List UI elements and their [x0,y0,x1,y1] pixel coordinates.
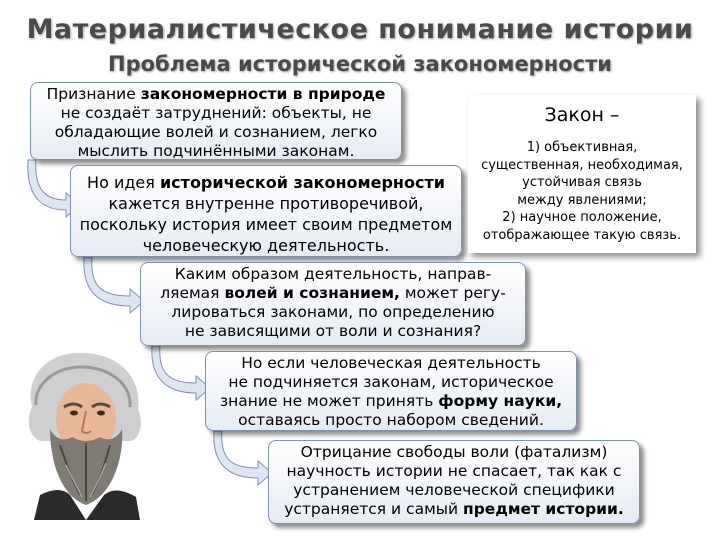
law-line5: 2) научное положение, [502,210,662,225]
box1-line1-text: Признание [46,85,141,103]
law-line4: между явлениями; [517,192,647,208]
box4-line2: не подчиняется законам, историческое [228,373,554,391]
box4-line3-text: знание не может принять [219,392,439,410]
box4-line3-bold: форму науки, [438,392,563,410]
law-definition-box [468,95,696,253]
curved-arrow-icon [214,431,272,485]
box4-line1: Но если человеческая деятельность [241,354,541,372]
box2-line3: поскольку история имеет своим предметом [79,215,453,234]
law-heading: Закон – [544,104,620,126]
box5-line2: научность истории не спасает, так как с [286,462,622,480]
will-question-box [140,262,526,346]
box2-line2: кажется внутренне противоречивой, [108,194,424,213]
box5-line3: устранением человеческой специфики [293,481,615,499]
box5-line4-bold: предмет истории. [463,500,624,518]
box1-line4: мыслить подчинёнными законам. [77,142,355,160]
fatalism-box [268,440,640,524]
box1-line1-bold: закономерности в природе [140,85,386,103]
box4-line4: оставаясь просто набором сведений. [238,411,544,429]
page-subtitle: Проблема исторической закономерности [108,52,612,76]
box1-line2: не создаёт затруднений: объекты, не [60,104,372,122]
box3-line2-text: ляемая [160,284,225,302]
box3-line2-tail: может регу- [399,284,506,302]
curved-arrow-icon [84,257,144,313]
bearded-man-portrait-icon [20,345,150,520]
curved-arrow-icon [152,346,210,400]
box1-line3: обладающие волей и сознанием, легко [54,123,378,141]
page-title: Материалистическое понимание истории [26,14,694,45]
box2-line1-text: Но идея [87,173,160,192]
box5-line4-text: устраняется и самый [284,500,463,518]
box3-line1: Каким образом деятельность, направ- [174,265,492,283]
science-form-box [205,351,577,431]
box2-line1-bold: исторической закономерности [159,173,445,192]
law-line1: 1) объективная, [526,140,638,155]
law-line2: существенная, необходимая, [481,157,683,173]
box3-line2-bold: волей и сознанием, [224,284,400,302]
box2-line4: человеческую деятельность. [142,236,390,255]
historical-law-box [70,165,462,257]
law-line3: устойчивая связь [522,175,642,190]
box3-line3: лироваться законами, по определению [171,303,495,321]
box3-line4: не зависящими от воли и сознания? [184,322,482,340]
law-line6: отображающее такую связь. [482,227,682,243]
nature-law-box [30,82,402,160]
box5-line1: Отрицание свободы воли (фатализм) [300,443,608,461]
